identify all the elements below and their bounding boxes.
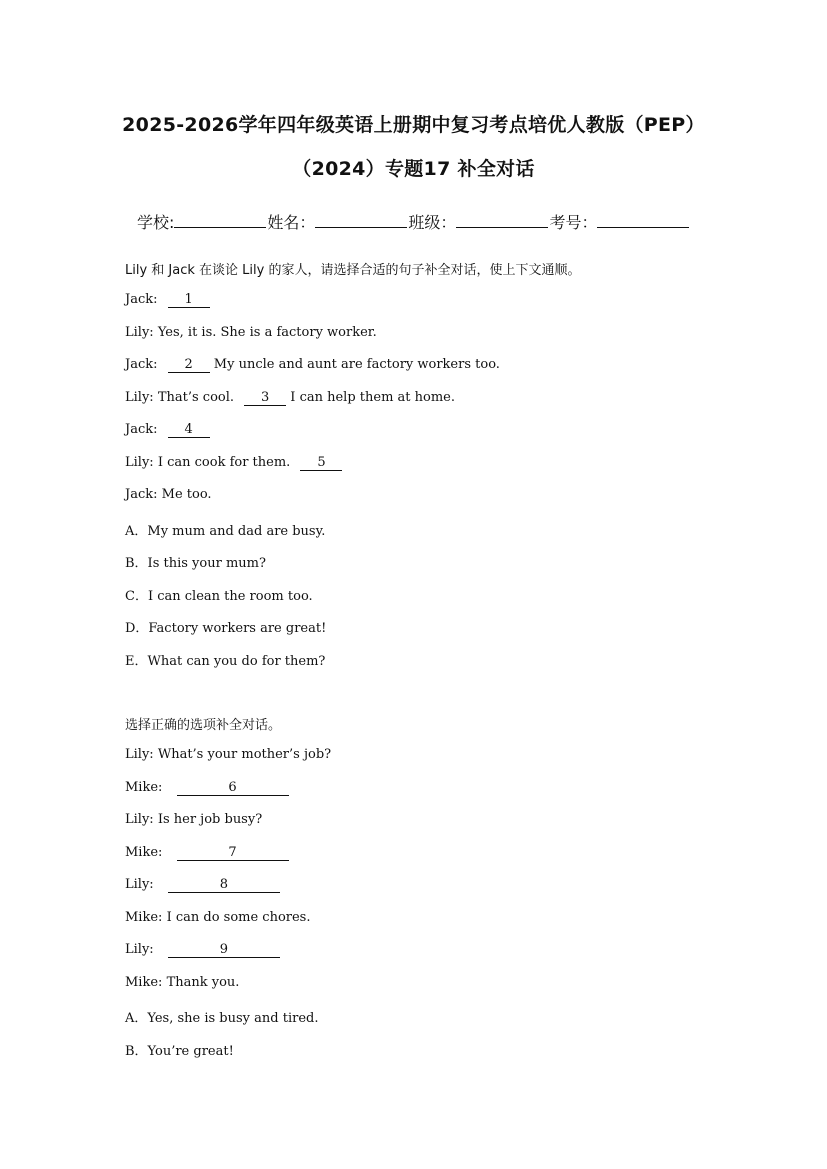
answer-blank-4[interactable]: 4 <box>168 423 210 438</box>
class-blank[interactable] <box>456 213 548 228</box>
dialogue-text: I can help them at home. <box>290 390 455 405</box>
dialogue-text: My uncle and aunt are factory workers too. <box>213 357 500 372</box>
dialogue-line <box>125 422 210 438</box>
exam-number-blank[interactable] <box>597 213 689 228</box>
answer-blank-2[interactable]: 2 <box>168 358 210 373</box>
page-title: 2025-2026学年四年级英语上册期中复习考点培优人教版（PEP） <box>122 114 705 136</box>
dialogue-text: That’s cool. <box>157 390 235 405</box>
class-label: 班级： <box>408 213 457 232</box>
dialogue-line <box>125 325 377 340</box>
speaker: Lily: <box>125 812 154 827</box>
dialogue-line <box>125 942 280 958</box>
dialogue-text: I can cook for them. <box>157 455 291 470</box>
speaker: Lily: <box>125 455 154 470</box>
dialogue-line <box>125 780 289 796</box>
speaker: Mike: <box>125 780 163 795</box>
answer-blank-7[interactable]: 7 <box>177 846 289 861</box>
answer-blank-8[interactable]: 8 <box>168 878 280 893</box>
section1-instruction: Lily 和 Jack 在谈论 Lily 的家人，请选择合适的句子补全对话，使上下文通顺。 <box>125 263 581 278</box>
dialogue-line <box>125 747 331 762</box>
dialogue-line <box>125 845 289 861</box>
dialogue-text: Me too. <box>161 487 212 502</box>
dialogue-line <box>125 975 239 990</box>
answer-blank-5[interactable]: 5 <box>300 456 342 471</box>
dialogue-line <box>125 357 500 373</box>
dialogue-line <box>125 877 280 893</box>
speaker: Jack: <box>125 357 158 372</box>
dialogue-text: Thank you. <box>166 975 240 990</box>
answer-blank-3[interactable]: 3 <box>244 391 286 406</box>
dialogue-line <box>125 812 262 827</box>
answer-blank-1[interactable]: 1 <box>168 293 210 308</box>
exam-number-label: 考号： <box>549 213 598 232</box>
school-blank[interactable] <box>174 213 266 228</box>
dialogue-line <box>125 487 212 502</box>
dialogue-text: Yes, it is. She is a factory worker. <box>157 325 377 340</box>
school-label: 学校: <box>137 213 175 232</box>
speaker: Mike: <box>125 845 163 860</box>
dialogue-line <box>125 292 210 308</box>
dialogue-text: What’s your mother’s job? <box>157 747 332 762</box>
option-d: D．Factory workers are great! <box>125 621 327 636</box>
speaker: Jack: <box>125 422 158 437</box>
page-subtitle: （2024）专题17 补全对话 <box>292 158 535 180</box>
speaker: Lily: <box>125 325 154 340</box>
dialogue-text: I can do some chores. <box>166 910 311 925</box>
speaker: Lily: <box>125 747 154 762</box>
option-e: E．What can you do for them? <box>125 654 326 669</box>
student-info-row <box>137 210 690 233</box>
name-blank[interactable] <box>315 213 407 228</box>
option-b: B．You’re great! <box>125 1044 234 1059</box>
speaker: Lily: <box>125 877 154 892</box>
answer-blank-9[interactable]: 9 <box>168 943 280 958</box>
dialogue-line <box>125 390 455 406</box>
dialogue-text: Is her job busy? <box>157 812 263 827</box>
speaker: Lily: <box>125 390 154 405</box>
option-a: A．My mum and dad are busy. <box>125 524 326 539</box>
speaker: Mike: <box>125 910 163 925</box>
section2-instruction: 选择正确的选项补全对话。 <box>125 718 282 733</box>
option-a: A．Yes, she is busy and tired. <box>125 1011 319 1026</box>
speaker: Mike: <box>125 975 163 990</box>
dialogue-line <box>125 910 311 925</box>
speaker: Jack: <box>125 292 158 307</box>
answer-blank-6[interactable]: 6 <box>177 781 289 796</box>
speaker: Lily: <box>125 942 154 957</box>
speaker: Jack: <box>125 487 158 502</box>
option-c: C．I can clean the room too. <box>125 589 313 604</box>
option-b: B．Is this your mum? <box>125 556 266 571</box>
name-label: 姓名： <box>267 213 316 232</box>
dialogue-line <box>125 455 342 471</box>
